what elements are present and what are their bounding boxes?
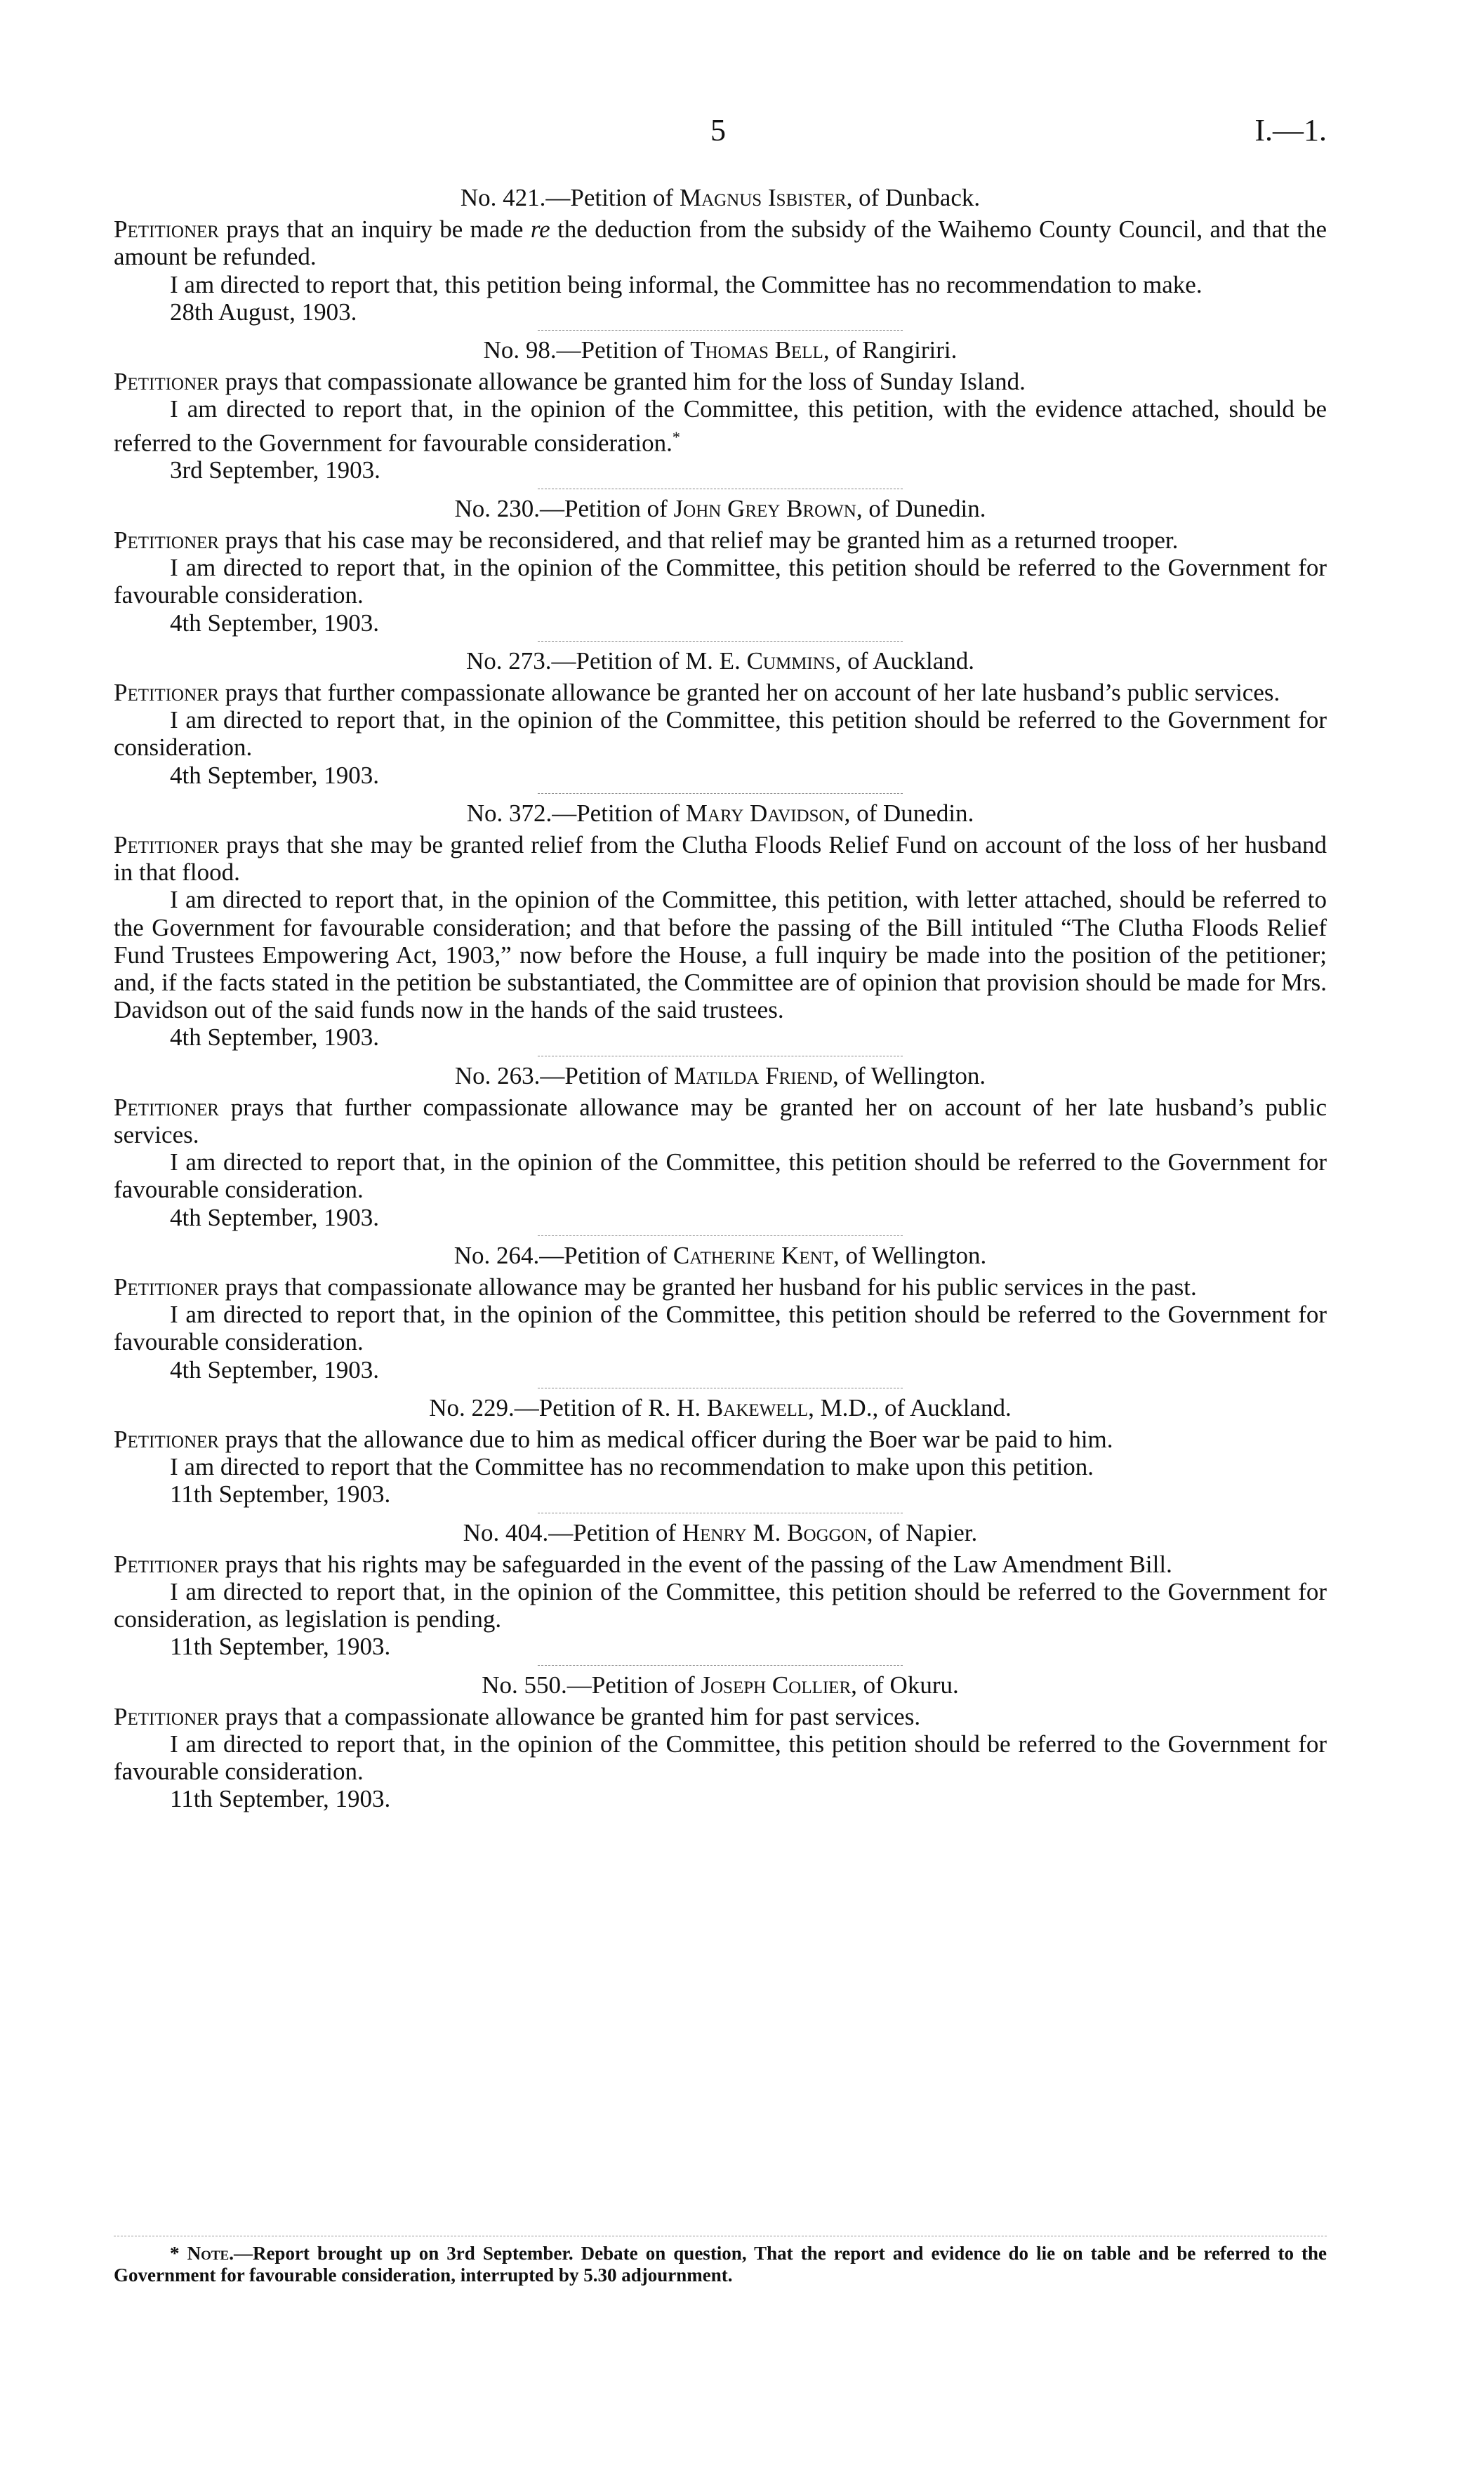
- heading-end: .: [1005, 1393, 1012, 1421]
- report-text: I am directed to report that, this petition being informal, the Committee has no recommendation to make.: [170, 270, 1203, 298]
- petition-entry: [114, 1671, 1327, 1813]
- footnote-marker: *: [672, 427, 680, 446]
- petition-number: 404: [505, 1518, 543, 1546]
- section-divider: [538, 793, 903, 794]
- petitioner-place: Wellington: [871, 1241, 981, 1269]
- petitioner-place: Auckland: [909, 1393, 1006, 1421]
- petitioner-name: Joseph Collier: [701, 1671, 852, 1699]
- petition-entry: [114, 495, 1327, 642]
- prayer-text: prays that an inquiry be made: [226, 215, 531, 244]
- report-text: I am directed to report that, in the opinion of the Committee, this petition, with the evidence attached, should be referred to the Government for favourable consideration.: [114, 395, 1327, 457]
- petition-heading: [114, 800, 1327, 827]
- prayer-paragraph: [114, 679, 1327, 706]
- petition-number: 230: [496, 494, 534, 522]
- heading-no-label: No.: [454, 1061, 498, 1089]
- prayer-text: prays that compassionate allowance be granted him for the loss of Sunday Island.: [225, 368, 1026, 396]
- petition-number: 264: [496, 1241, 534, 1269]
- petitioner-name: Henry M. Boggon: [682, 1518, 867, 1546]
- heading-of: , of: [823, 336, 863, 364]
- heading-end: .: [950, 336, 958, 364]
- petitioner-label: Petitioner: [114, 368, 225, 396]
- document-reference: I.—1.: [1254, 113, 1327, 147]
- heading-petition-of: .—Petition of: [534, 1061, 674, 1089]
- prayer-text: prays that compassionate allowance may be granted her husband for his public services in the past.: [225, 1273, 1197, 1301]
- heading-end: .: [979, 1061, 986, 1089]
- petitioner-suffix: , M.D.: [808, 1393, 873, 1421]
- petitioner-label: Petitioner: [114, 678, 225, 706]
- petition-entry: [114, 1394, 1327, 1513]
- prayer-paragraph: [114, 831, 1327, 886]
- heading-petition-of: .—Petition of: [550, 336, 691, 364]
- report-paragraph: [114, 1453, 1327, 1480]
- petitioner-name: R. H. Bakewell: [648, 1393, 809, 1421]
- petitioner-label: Petitioner: [114, 1093, 231, 1121]
- petitioner-label: Petitioner: [114, 526, 225, 554]
- petition-entry: [114, 1242, 1327, 1388]
- prayer-paragraph: [114, 1273, 1327, 1301]
- heading-petition-of: .—Petition of: [539, 184, 680, 211]
- petition-heading: [114, 1394, 1327, 1421]
- heading-petition-of: .—Petition of: [542, 1518, 682, 1546]
- report-date: 3rd September, 1903.: [170, 456, 380, 484]
- heading-of: , of: [872, 1393, 910, 1421]
- footnote-label: Note: [187, 2243, 230, 2264]
- heading-end: .: [968, 646, 975, 675]
- section-divider: [538, 1665, 903, 1666]
- report-text: I am directed to report that, in the opinion of the Committee, this petition should be referred to the Government for favourable consideration.: [114, 1148, 1327, 1204]
- heading-no-label: No.: [483, 336, 526, 364]
- footnote: [114, 2243, 1327, 2286]
- report-text: I am directed to report that, in the opinion of the Committee, this petition should be referred to the Government for consideration, as legislation is pending.: [114, 1578, 1327, 1633]
- petition-heading: [114, 1242, 1327, 1269]
- petition-number: 273: [508, 646, 545, 675]
- petitioner-name: Magnus Isbister: [679, 184, 847, 211]
- petitioner-place: Dunback: [885, 184, 974, 211]
- petition-heading: [114, 336, 1327, 364]
- report-date: 28th August, 1903.: [170, 298, 357, 326]
- petition-entry: [114, 1062, 1327, 1236]
- heading-of: , of: [866, 1518, 906, 1546]
- prayer-paragraph: [114, 368, 1327, 395]
- section-divider: [538, 330, 903, 331]
- heading-end: .: [980, 1241, 987, 1269]
- report-date: 4th September, 1903.: [170, 761, 379, 789]
- report-date: 4th September, 1903.: [170, 1203, 379, 1231]
- prayer-text: prays that the allowance due to him as medical officer during the Boer war be paid to him.: [225, 1425, 1113, 1453]
- petition-number: 263: [497, 1061, 534, 1089]
- heading-end: .: [952, 1671, 959, 1699]
- footnote-marker: *: [170, 2243, 187, 2264]
- heading-no-label: No.: [465, 646, 509, 675]
- petition-heading: [114, 1671, 1327, 1699]
- report-text: I am directed to report that, in the opinion of the Committee, this petition should be referred to the Government for consideration.: [114, 706, 1327, 762]
- report-paragraph: [114, 1301, 1327, 1355]
- prayer-paragraph: [114, 1551, 1327, 1578]
- petition-entry: [114, 800, 1327, 1056]
- petition-number: 98: [525, 336, 550, 364]
- petitioner-name: M. E. Cummins: [685, 646, 835, 675]
- prayer-text: prays that she may be granted relief from the Clutha Floods Relief Fund on account of the loss of her husband in that flood.: [114, 830, 1327, 887]
- heading-end: .: [971, 1518, 978, 1546]
- heading-of: , of: [851, 1671, 890, 1699]
- petitioner-place: Dunedin: [895, 494, 980, 522]
- petition-entry: [114, 336, 1327, 489]
- prayer-paragraph: [114, 215, 1327, 270]
- report-paragraph: [114, 1730, 1327, 1785]
- petition-number: 372: [508, 799, 546, 827]
- heading-of: , of: [835, 646, 873, 675]
- heading-of: , of: [846, 184, 886, 211]
- report-text: I am directed to report that the Committee has no recommendation to make upon this petition.: [170, 1453, 1094, 1481]
- petitions-list: [114, 184, 1327, 1813]
- petition-number: 550: [524, 1671, 562, 1699]
- report-paragraph: [114, 395, 1327, 456]
- prayer-paragraph: [114, 526, 1327, 554]
- heading-no-label: No.: [454, 494, 497, 522]
- petition-entry: [114, 184, 1327, 331]
- section-divider: [538, 1235, 903, 1236]
- prayer-text: prays that further compassionate allowance be granted her on account of her late husband’s public services.: [225, 678, 1280, 706]
- petitioner-name: John Grey Brown: [673, 494, 856, 522]
- petitioner-place: Napier: [906, 1518, 972, 1546]
- report-text: I am directed to report that, in the opinion of the Committee, this petition should be referred to the Government for favourable consideration.: [114, 1730, 1327, 1786]
- prayer-text: prays that his rights may be safeguarded in the event of the passing of the Law Amendment Bill.: [225, 1550, 1172, 1578]
- petition-heading: [114, 184, 1327, 211]
- petition-number: 229: [471, 1393, 508, 1421]
- prayer-text: prays that further compassionate allowance may be granted her on account of her late husband’s public services.: [114, 1093, 1327, 1148]
- prayer-text: re: [530, 215, 550, 244]
- heading-end: .: [979, 494, 986, 522]
- report-text: I am directed to report that, in the opinion of the Committee, this petition, with letter attached, should be referred to the Government for favourable consideration; and that before the passing of the Bill intituled “The Clutha Floods Relief Fund Trustees Empowering Act, 1903,” now before the House, a full inquiry be made into the position of the petitioner; and, if the facts stated in the petition be substantiated, the Committee are of opinion that provision should be made for Mrs. Davidson out of the said funds now in the hands of the said trustees.: [114, 886, 1327, 1024]
- petitioner-name: Matilda Friend: [673, 1061, 833, 1089]
- petition-heading: [114, 1519, 1327, 1546]
- report-date: 4th September, 1903.: [170, 609, 379, 637]
- petitioner-place: Okuru: [889, 1671, 953, 1699]
- report-paragraph: [114, 706, 1327, 761]
- heading-end: .: [974, 184, 981, 211]
- report-paragraph: [114, 554, 1327, 609]
- footnote-text: .—Report brought up on 3rd September. Debate on question, That the report and evidence do lie on table and be referred to the Government for favourable consideration, interrupted by 5.30 adjournment.: [114, 2243, 1327, 2286]
- report-date: 4th September, 1903.: [170, 1023, 379, 1052]
- heading-petition-of: .—Petition of: [533, 1241, 673, 1269]
- heading-no-label: No.: [429, 1393, 472, 1421]
- report-text: I am directed to report that, in the opinion of the Committee, this petition should be referred to the Government for favourable consideration.: [114, 554, 1327, 609]
- report-paragraph: [114, 1148, 1327, 1203]
- report-date: 11th September, 1903.: [170, 1633, 391, 1661]
- heading-of: , of: [832, 1061, 871, 1089]
- petitioner-label: Petitioner: [114, 1273, 225, 1301]
- heading-petition-of: .—Petition of: [534, 494, 674, 522]
- report-date: 4th September, 1903.: [170, 1355, 379, 1384]
- heading-of: , of: [833, 1241, 872, 1269]
- heading-no-label: No.: [463, 1518, 506, 1546]
- petitioner-place: Auckland: [873, 646, 969, 675]
- heading-no-label: No.: [460, 184, 503, 211]
- prayer-text: prays that his case may be reconsidered, and that relief may be granted him as a returned trooper.: [225, 526, 1179, 554]
- petition-heading: [114, 495, 1327, 522]
- heading-of: , of: [844, 799, 884, 827]
- prayer-text: the deduction from the subsidy of the Waihemo County Council, and that the amount be refunded.: [114, 215, 1327, 271]
- heading-petition-of: .—Petition of: [561, 1671, 701, 1699]
- petitioner-name: Thomas Bell: [690, 336, 823, 364]
- petitioner-label: Petitioner: [114, 830, 227, 858]
- petitioner-name: Catherine Kent: [673, 1241, 834, 1269]
- petitioner-place: Rangiriri: [862, 336, 951, 364]
- report-date: 11th September, 1903.: [170, 1785, 391, 1813]
- petition-number: 421: [503, 184, 540, 211]
- heading-of: , of: [856, 494, 896, 522]
- petitioner-label: Petitioner: [114, 1425, 225, 1453]
- heading-no-label: No.: [466, 799, 509, 827]
- report-date: 11th September, 1903.: [170, 1480, 391, 1508]
- petition-entry: [114, 1519, 1327, 1666]
- petition-entry: [114, 647, 1327, 794]
- petitioner-label: Petitioner: [114, 1550, 225, 1578]
- heading-petition-of: .—Petition of: [508, 1393, 649, 1421]
- petitioner-place: Wellington: [870, 1061, 980, 1089]
- petitioner-name: Mary Davidson: [685, 799, 844, 827]
- heading-petition-of: .—Petition of: [545, 646, 686, 675]
- petitioner-label: Petitioner: [114, 215, 227, 244]
- prayer-paragraph: [114, 1703, 1327, 1730]
- report-paragraph: [114, 1578, 1327, 1633]
- section-divider: [538, 641, 903, 642]
- heading-no-label: No.: [453, 1241, 497, 1269]
- prayer-text: prays that a compassionate allowance be granted him for past services.: [225, 1702, 921, 1730]
- petitioner-label: Petitioner: [114, 1702, 225, 1730]
- heading-no-label: No.: [482, 1671, 524, 1699]
- prayer-paragraph: [114, 1426, 1327, 1453]
- petition-heading: [114, 1062, 1327, 1089]
- heading-end: .: [967, 799, 974, 827]
- page-number: 5: [710, 113, 726, 147]
- heading-petition-of: .—Petition of: [545, 799, 686, 827]
- report-paragraph: [114, 271, 1327, 298]
- petitioner-place: Dunedin: [883, 799, 968, 827]
- report-paragraph: [114, 886, 1327, 1023]
- prayer-paragraph: [114, 1094, 1327, 1148]
- petition-heading: [114, 647, 1327, 675]
- report-text: I am directed to report that, in the opinion of the Committee, this petition should be referred to the Government for favourable consideration.: [114, 1301, 1327, 1356]
